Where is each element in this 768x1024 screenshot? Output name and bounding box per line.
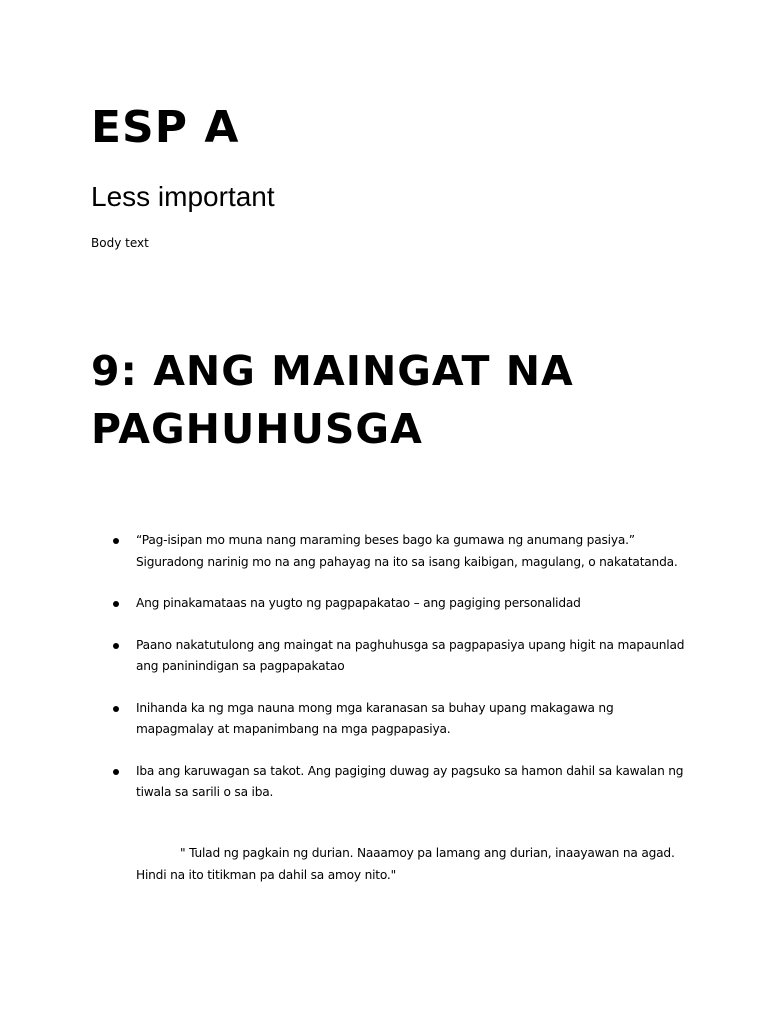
quote-paragraph: " Tulad ng pagkain ng durian. Naaamoy pa lamang ang durian, inaayawan na agad. Hindi na ito titikman pa dahil sa amoy nito." bbox=[136, 846, 675, 882]
bullet-text: Inihanda ka ng mga nauna mong mga karanasan sa buhay upang makagawa ng mapagmalay at mapanimbang na mga pagpapasiya. bbox=[136, 700, 614, 736]
bullet-icon bbox=[113, 538, 119, 544]
bullet-text: “Pag-isipan mo muna nang maraming beses bago ka gumawa ng anumang pasiya.” Siguradong narinig mo na ang pahayag na ito sa isang kaibigan, magulang, o nakatatanda. bbox=[136, 533, 678, 569]
bullet-list bbox=[91, 530, 691, 804]
document-title: ESP A bbox=[91, 102, 240, 153]
bullet-text: Paano nakatutulong ang maingat na paghuhusga sa pagpapasiya upang higit na mapaunlad ang paninindigan sa pagpapakatao bbox=[136, 637, 685, 673]
bullet-icon bbox=[113, 769, 119, 775]
bullet-text: Iba ang karuwagan sa takot. Ang pagiging duwag ay pagsuko sa hamon dahil sa kawalan ng tiwala sa sarili o sa iba. bbox=[136, 763, 684, 799]
list-item bbox=[91, 593, 691, 615]
bullet-icon bbox=[113, 601, 119, 607]
bullet-icon bbox=[113, 706, 119, 712]
list-item bbox=[91, 698, 691, 741]
bullet-icon bbox=[113, 643, 119, 649]
list-item bbox=[91, 530, 691, 573]
document-subtitle: Less important bbox=[91, 181, 275, 212]
list-item bbox=[91, 635, 691, 678]
section-heading: 9: ANG MAINGAT NA PAGHUHUSGA bbox=[91, 347, 574, 453]
bullet-text: Ang pinakamataas na yugto ng pagpapakatao – ang pagiging personalidad bbox=[136, 596, 581, 610]
body-text-label: Body text bbox=[91, 236, 149, 250]
list-item bbox=[91, 761, 691, 804]
